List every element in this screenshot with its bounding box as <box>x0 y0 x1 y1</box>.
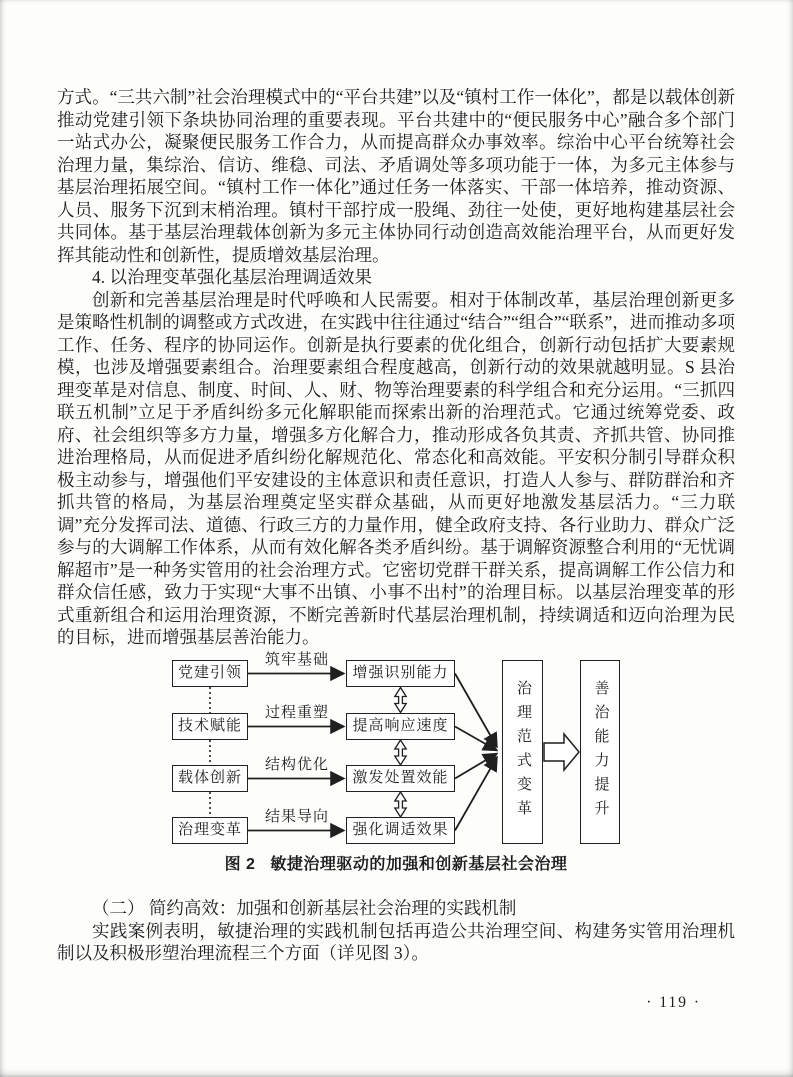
outcome-box-good-governance <box>580 660 620 844</box>
arrow-label-foundation: 筑牢基础 <box>264 651 329 668</box>
figure-2-caption <box>57 854 735 877</box>
capability-label: 激发处置效能 <box>352 769 449 786</box>
figure-caption-label: 图 2 <box>224 855 256 873</box>
driver-box-carrier-innovation <box>172 765 248 792</box>
outcome-box-paradigm-shift <box>502 660 543 844</box>
driver-box-governance-reform <box>172 817 248 844</box>
capability-label: 强化调适效果 <box>352 821 449 838</box>
outcome-label: 善治能力提升 <box>592 679 609 824</box>
body-paragraph-continuation: 方式。“三共六制”社会治理模式中的“平台共建”以及“镇村工作一体化”，都是以载体创新推动党建引领下条块协同治理的重要表现。平台共建中的“便民服务中心”融合多个部门一站式办公，凝聚便民服务工作合力，从而提高群众办事效率。综治中心平台统筹社会治理力量，集综治、信访、维稳、司法、矛盾调处等多项功能于一体，为多元主体参与基层治理拓展空间。“镇村工作一体化”通过任务一体落实、干部一体培养，推动资源、人员、服务下沉到末梢治理。镇村干部拧成一股绳、劲往一处使，更好地构建基层社会共同体。基于基层治理载体创新为多元主体协同行动创造高效能治理平台，从而更好发挥其能动性和创新性，提质增效基层治理。 <box>57 87 735 265</box>
page-number: · 119 · <box>646 994 701 1011</box>
page-content <box>57 86 735 965</box>
arrow-label-process: 过程重塑 <box>264 704 329 721</box>
arrow-label-result: 结果导向 <box>264 808 329 825</box>
capability-label: 增强识别能力 <box>352 664 449 681</box>
driver-to-capability-arrows <box>248 673 344 830</box>
block-arrow <box>544 734 579 770</box>
driver-label: 党建引领 <box>177 664 242 681</box>
driver-label: 技术赋能 <box>177 717 242 734</box>
capability-box-identification <box>346 660 455 687</box>
body-paragraph: 创新和完善基层治理是时代呼唤和人民需要。相对于体制改革，基层治理创新更多是策略性机制的调整或方式改进，在实践中往往通过“结合”“组合”“联系”，进而推动多项工作、任务、程序的协同运作。创新是执行要素的优化组合，创新行动包括扩大要素规模，也涉及增强要素组合。治理要素组合程度越高，创新行动的效果就越明显。S 县治理变革是对信息、制度、时间、人、财、物等治理要素的科学组合和充分运用。“三抓四联五机制”立足于矛盾纠纷多元化解职能而探索出新的治理范式。它通过统筹党委、政府、社会组织等多方力量，增强多方化解合力，推动形成各负其责、齐抓共管、协同推进治理格局，从而促进矛盾纠纷化解规范化、常态化和高效能。平安积分制引导群众积极主动参与，增强他们平安建设的主体意识和责任意识，打造人人参与、群防群治和齐抓共管的格局，为基层治理奠定坚实群众基础，从而更好地激发基层活力。“三力联调”充分发挥司法、道德、行政三方的力量作用，健全政府支持、各行业助力、群众广泛参与的大调解工作体系，从而有效化解各类矛盾纠纷。基于调解资源整合利用的“无忧调解超市”是一种务实管用的社会治理方式。它密切党群干群关系，提高调解工作公信力和群众信任感，致力于实现“大事不出镇、小事不出村”的治理目标。以基层治理变革的形式重新组合和运用治理资源，不断完善新时代基层治理机制，持续调适和迈向治理为民的目标，进而增强基层善治能力。 <box>57 289 735 647</box>
figure-2-diagram <box>57 652 735 848</box>
figure-caption-title: 敏捷治理驱动的加强和创新基层社会治理 <box>270 855 568 873</box>
outcome-label: 治理范式变革 <box>515 679 531 824</box>
capability-double-arrows <box>395 687 406 817</box>
driver-box-party-building <box>172 660 248 687</box>
arrow-label-structure: 结构优化 <box>264 756 329 773</box>
subsection-heading: （二） 简约高效：加强和创新基层社会治理的实践机制 <box>92 898 517 918</box>
capability-convergence-arrows <box>455 673 497 830</box>
capability-box-response <box>346 713 455 740</box>
body-paragraph: 实践案例表明，敏捷治理的实践机制包括再造公共治理空间、构建务实管用治理机制以及积极形塑治理流程三个方面（详见图 3）。 <box>57 920 735 963</box>
capability-label: 提高响应速度 <box>352 717 449 734</box>
driver-label: 治理变革 <box>177 821 242 838</box>
capability-box-adaptation <box>346 817 455 844</box>
driver-box-technology <box>172 713 248 740</box>
capability-box-disposal <box>346 765 455 792</box>
driver-label: 载体创新 <box>177 769 242 786</box>
numbered-heading-4: 4. 以治理变革强化基层治理调适效果 <box>92 267 372 287</box>
